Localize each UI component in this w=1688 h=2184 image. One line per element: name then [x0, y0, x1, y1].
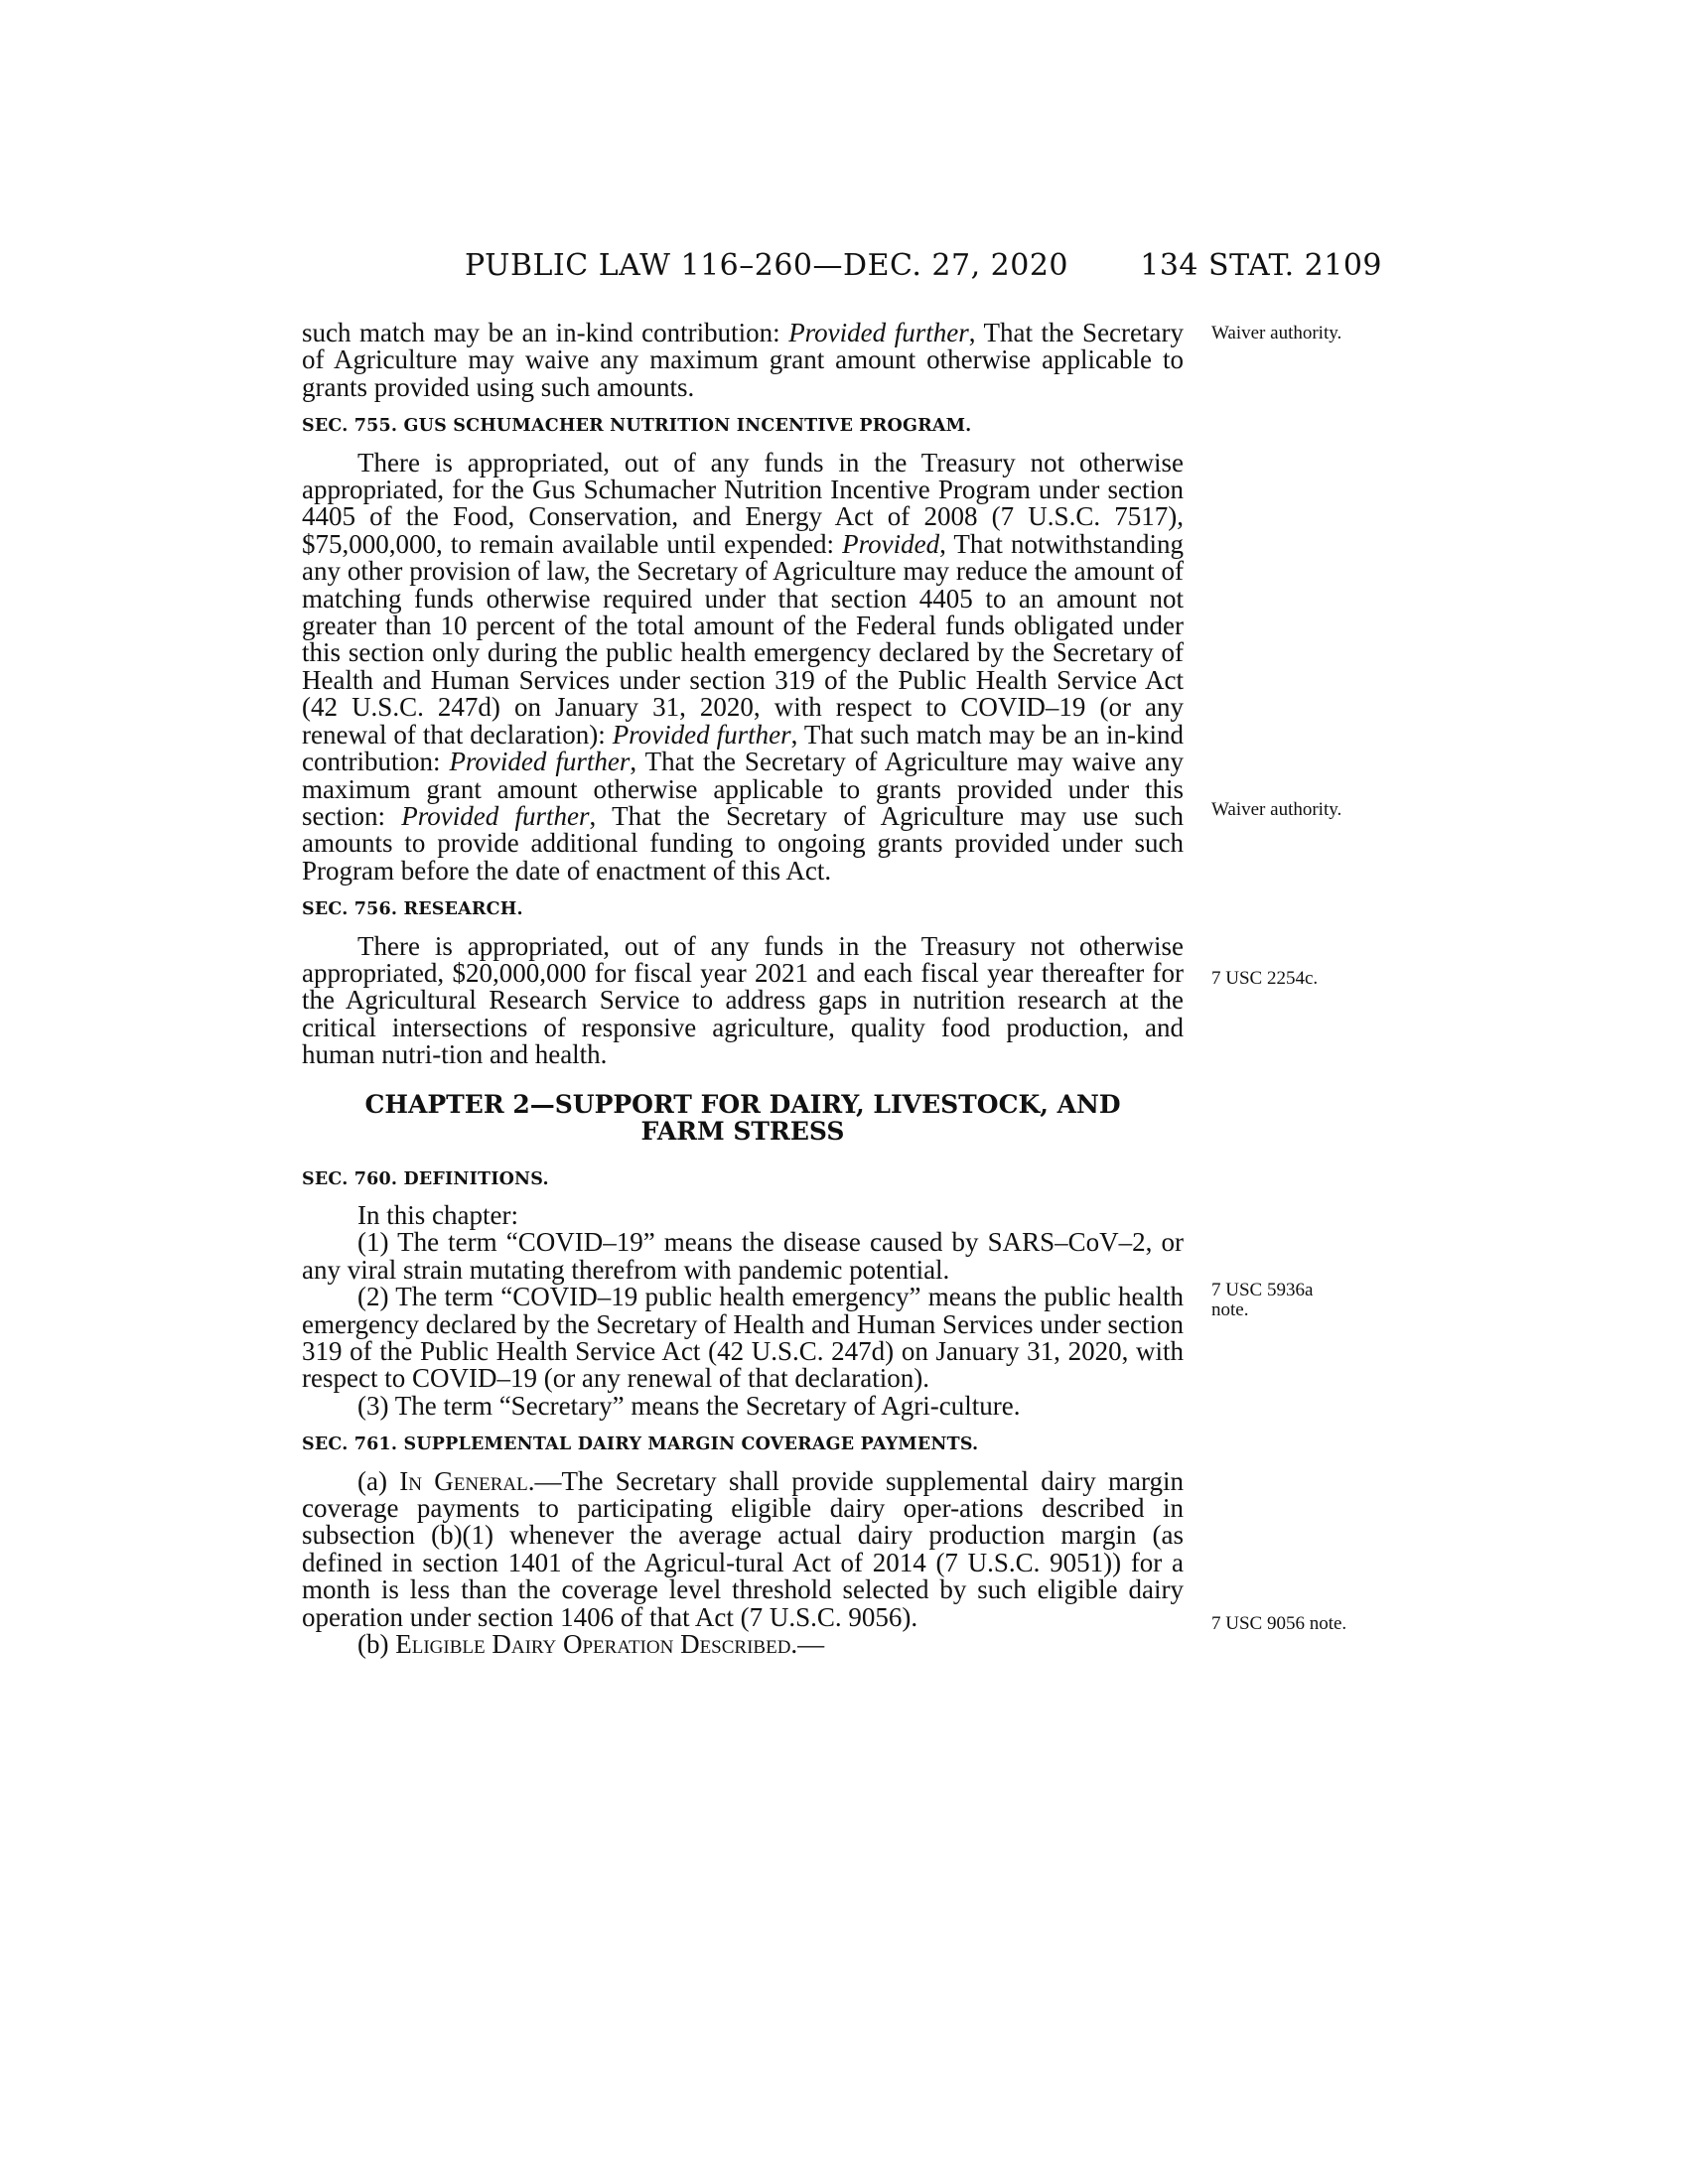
section-761-heading: SEC. 761. SUPPLEMENTAL DAIRY MARGIN COVERAGE PAYMENTS. [302, 1434, 979, 1455]
definition-3: (3) The term “Secretary” means the Secretary of Agri-culture. [357, 1390, 1021, 1421]
definitions-intro: In this chapter: [357, 1199, 518, 1230]
page-header [298, 248, 1382, 288]
definition-1: (1) The term “COVID–19” means the disease caused by SARS–CoV–2, or any viral strain mutating therefrom with pandemic potential. [302, 1227, 1184, 1285]
margin-note-7usc2254c: 7 USC 2254c. [1211, 968, 1319, 989]
margin-note-waiver-1: Waiver authority. [1211, 323, 1342, 343]
subsection-a: (a) In General.—The Secretary shall provide supplemental dairy margin coverage payments to participating eligible dairy oper-ations described in subsection (b)(1) whenever the average actual dairy production margin (as defined in section 1401 of the Agricul-tural Act of 2014 (7 U.S.C. 9051)) for a month is less than the coverage level threshold selected by such eligible dairy operation under section 1406 of that Act (7 U.S.C. 9056). [302, 1465, 1184, 1632]
margin-note-waiver-2: Waiver authority. [1211, 799, 1342, 820]
section-760-heading: SEC. 760. DEFINITIONS. [302, 1168, 549, 1189]
margin-note-7usc5936a: 7 USC 5936a note. [1211, 1280, 1314, 1320]
definition-2: (2) The term “COVID–19 public health emergency” means the public health emergency declared by the Secretary of Health and Human Services under section 319 of the Public Health Service Act (42 U.S.C. 247d) on January 31, 2020, with respect to COVID–19 (or any renewal of that declaration). [302, 1282, 1184, 1394]
law-citation: PUBLIC LAW 116–260—DEC. 27, 2020 [465, 248, 1069, 283]
margin-note-7usc9056: 7 USC 9056 note. [1211, 1613, 1347, 1634]
paragraph-continuation: such match may be an in-kind contribution: Provided further, That the Secretary of Agriculture may waive any maximum grant amount otherwise applicable to grants provided using such amounts. [302, 318, 1184, 402]
body-text [302, 320, 1184, 1658]
section-756-text: There is appropriated, out of any funds in the Treasury not otherwise appropriated, $20,000,000 for fiscal year 2021 and each fiscal year thereafter for the Agricultural Research Service to address gaps in nutrition research at the critical intersections of responsive agriculture, quality food production, and human nutri-tion and health. [302, 930, 1184, 1070]
section-755-text: There is appropriated, out of any funds in the Treasury not otherwise appropriated, for the Gus Schumacher Nutrition Incentive Program under section 4405 of the Food, Conservation, and Energy Act of 2008 (7 U.S.C. 7517), $75,000,000, to remain available until expended: Provided, That notwithstanding any other provision of law, the Secretary of Agriculture may reduce the amount of matching funds otherwise required under that section 4405 to an amount not greater than 10 percent of the total amount of the Federal funds obligated under this section only during the public health emergency declared by the Secretary of Health and Human Services under section 319 of the Public Health Service Act (42 U.S.C. 247d) on January 31, 2020, with respect to COVID–19 (or any renewal of that declaration): Provided further, That such match may be an in-kind contribution: Provided further, That the Secretary of Agriculture may waive any maximum grant amount otherwise applicable to grants provided under this section: Provided further, That the Secretary of Agriculture may use such amounts to provide additional funding to ongoing grants provided under such Program before the date of enactment of this Act. [302, 447, 1184, 886]
section-756-heading: SEC. 756. RESEARCH. [302, 899, 523, 920]
section-755-heading: SEC. 755. GUS SCHUMACHER NUTRITION INCENTIVE PROGRAM. [302, 416, 972, 437]
stat-page-number: 134 STAT. 2109 [1140, 248, 1382, 283]
chapter-heading: CHAPTER 2—SUPPORT FOR DAIRY, LIVESTOCK, AND FARM STRESS [364, 1089, 1121, 1146]
subsection-b: (b) Eligible Dairy Operation Described.— [357, 1629, 825, 1660]
